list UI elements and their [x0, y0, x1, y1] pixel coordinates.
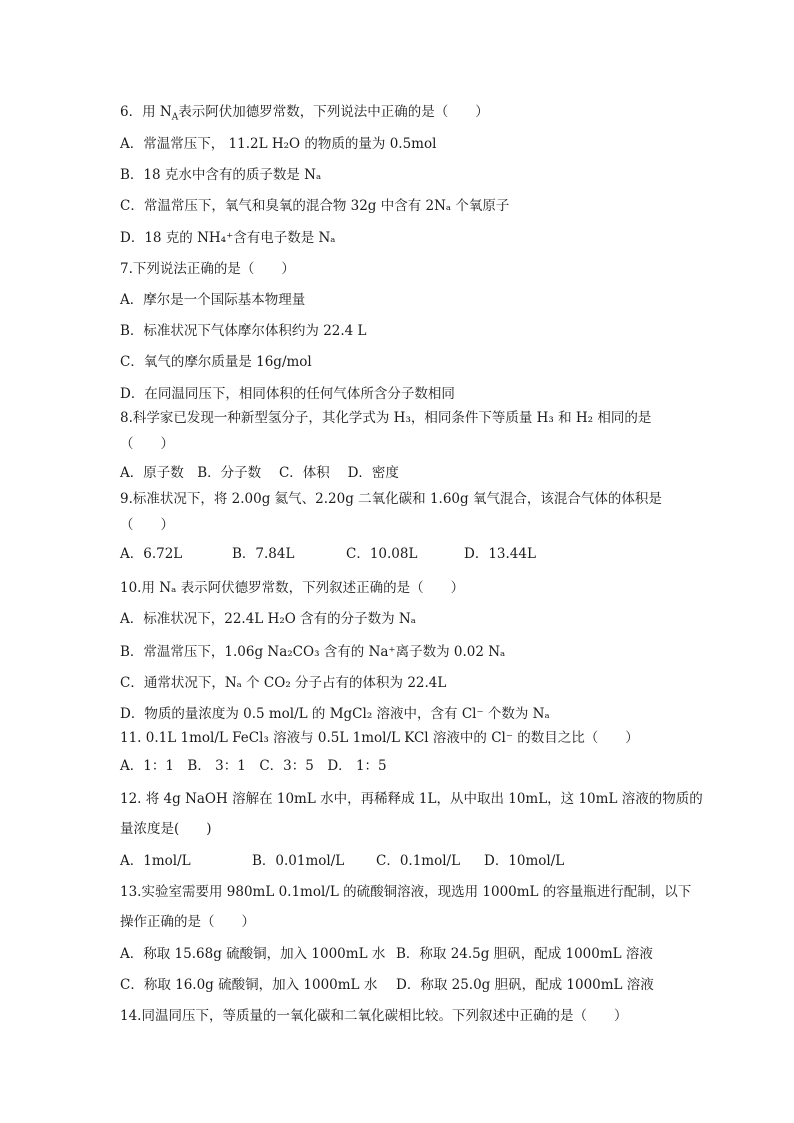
q9-stem-line1: 9.标准状况下，将 2.00g 氦气、2.20g 二氧化碳和 1.60g 氧气混合，该混合气体的体积是 [120, 491, 662, 507]
q6-stem-sub: A [171, 112, 179, 123]
q8-options: A．原子数 B．分子数 C．体积 D．密度 [120, 465, 399, 481]
q9-options [120, 545, 680, 563]
q7-option-b: B．标准状况下气体摩尔体积约为 22.4 L [120, 323, 367, 339]
q13-option-b: B．称取 24.5g 胆矾，配成 1000mL 溶液 [396, 946, 653, 962]
q10-stem: 10.用 Nₐ 表示阿伏德罗常数，下列叙述正确的是（ ） [120, 580, 465, 596]
q6-option-b: B．18 克水中含有的质子数是 Nₐ [120, 167, 322, 183]
q13-option-a: A．称取 15.68g 硫酸铜，加入 1000mL 水 [120, 946, 386, 962]
q6-option-c: C．常温常压下，氧气和臭氧的混合物 32g 中含有 2Nₐ 个氧原子 [120, 198, 510, 214]
q13-option-d: D．称取 25.0g 胆矾，配成 1000mL 溶液 [396, 977, 654, 993]
q10-option-b: B．常温常压下，1.06g Na₂CO₃ 含有的 Na⁺离子数为 0.02 Nₐ [120, 644, 506, 660]
q12-option-a: A．1mol/L [120, 853, 191, 869]
q13-options-ab [120, 945, 680, 963]
q13-stem-line1: 13.实验室需要用 980mL 0.1mol/L 的硫酸铜溶液，现选用 1000mL 的容量瓶进行配制，以下 [120, 884, 692, 900]
q9-option-a: A．6.72L [120, 546, 183, 562]
q13-stem-line2: 操作正确的是（ ） [120, 914, 255, 930]
q11-options: A．1：1 B． 3：1 C．3：5 D． 1：5 [120, 758, 387, 774]
q10-option-c: C．通常状况下，Nₐ 个 CO₂ 分子占有的体积为 22.4L [120, 675, 447, 691]
q6-option-a: A．常温常压下， 11.2L H₂O 的物质的量为 0.5mol [120, 136, 437, 152]
q12-stem-line2: 量浓度是( ) [120, 821, 212, 837]
q10-option-a: A．标准状况下，22.4L H₂O 含有的分子数为 Nₐ [120, 611, 416, 627]
q9-stem-line2: （ ） [120, 517, 174, 533]
q12-stem-line1: 12. 将 4g NaOH 溶解在 10mL 水中，再稀释成 1L，从中取出 10mL，这 10mL 溶液的物质的 [120, 791, 703, 807]
q6-stem-post: 表示阿伏加德罗常数，下列说法中正确的是（ ） [178, 104, 489, 120]
q12-option-b: B．0.01mol/L [252, 853, 345, 869]
q6-stem [120, 103, 489, 121]
q13-option-c: C．称取 16.0g 硫酸铜，加入 1000mL 水 [120, 977, 378, 993]
q13-options-cd [120, 976, 680, 994]
q9-option-c: C．10.08L [346, 546, 418, 562]
q9-option-b: B．7.84L [232, 546, 295, 562]
q11-stem: 11. 0.1L 1mol/L FeCl₃ 溶液与 0.5L 1mol/L KCl 溶液中的 Cl⁻ 的数目之比（ ） [120, 730, 639, 746]
q12-options [120, 852, 680, 870]
q8-stem-line1: 8.科学家已发现一种新型氢分子，其化学式为 H₃，相同条件下等质量 H₃ 和 H₂ 相同的是 [120, 410, 652, 426]
q10-option-d: D．物质的量浓度为 0.5 mol/L 的 MgCl₂ 溶液中，含有 Cl⁻ 个数为 Nₐ [120, 706, 550, 722]
q14-stem: 14.同温同压下，等质量的一氧化碳和二氧化碳相比较。下列叙述中正确的是（ ） [120, 1008, 628, 1024]
q9-option-d: D．13.44L [464, 546, 536, 562]
q6-option-d: D．18 克的 NH₄⁺含有电子数是 Nₐ [120, 230, 336, 246]
q6-stem-pre: 6．用 N [120, 104, 172, 120]
q12-option-c: C．0.1mol/L [376, 853, 461, 869]
q7-option-c: C．氧气的摩尔质量是 16g/mol [120, 354, 312, 370]
q7-option-d: D．在同温同压下，相同体积的任何气体所含分子数相同 [120, 386, 455, 402]
q8-stem-line2: （ ） [120, 436, 174, 452]
q12-option-d: D．10mol/L [484, 853, 565, 869]
q7-option-a: A．摩尔是一个国际基本物理量 [120, 292, 306, 308]
q7-stem: 7.下列说法正确的是（ ） [120, 261, 295, 277]
